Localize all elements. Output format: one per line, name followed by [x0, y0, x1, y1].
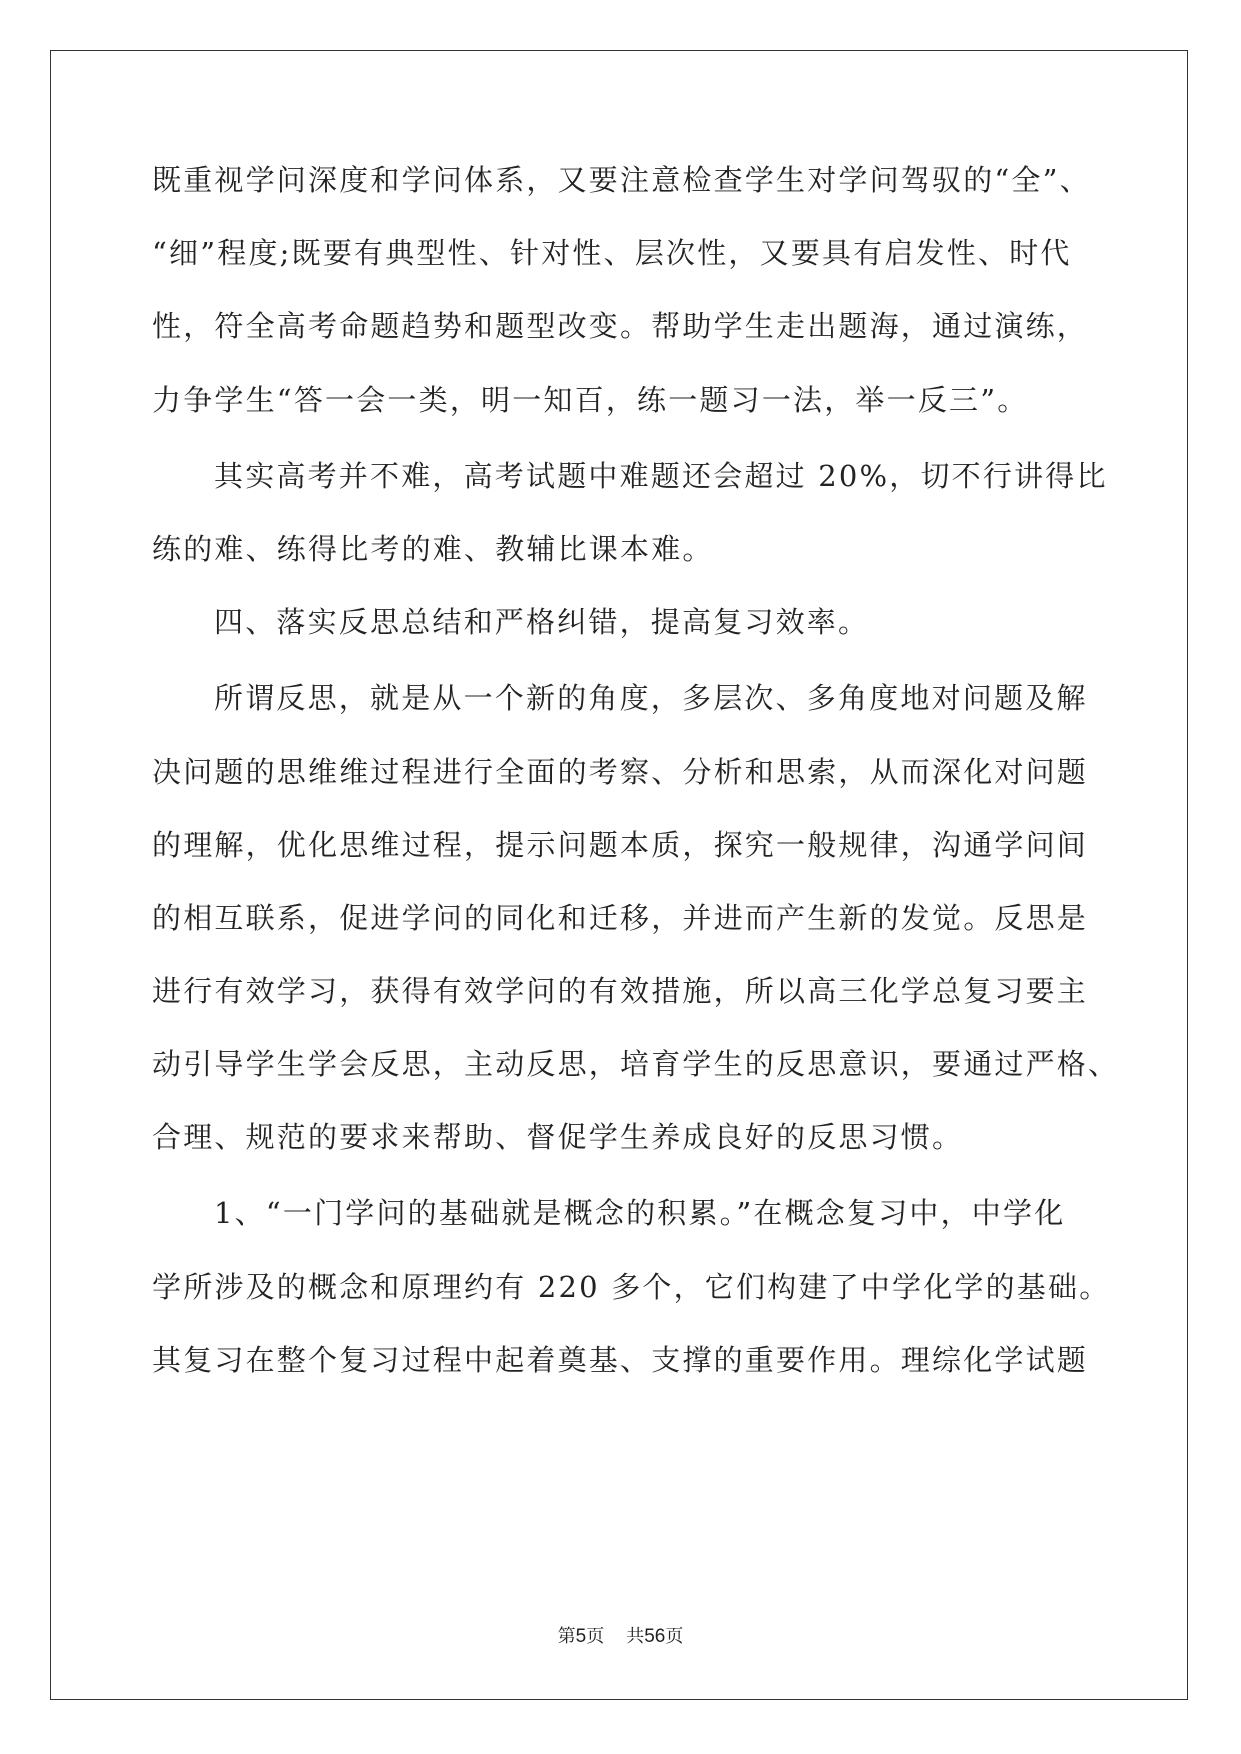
text-line: 其实高考并不难，高考试题中难题还会超过 20%，切不行讲得比	[214, 459, 1108, 493]
page-footer	[0, 1622, 1241, 1648]
page-border	[50, 50, 1188, 1700]
text-line: 所谓反思，就是从一个新的角度，多层次、多角度地对问题及解	[214, 681, 1088, 715]
text-line: “细”程度;既要有典型性、针对性、层次性，又要具有启发性、时代	[152, 236, 1072, 270]
text-line: 其复习在整个复习过程中起着奠基、支撑的重要作用。理综化学试题	[152, 1343, 1089, 1377]
page-prefix: 第	[557, 1626, 576, 1646]
text-line: 决问题的思维维过程进行全面的考察、分析和思索，从而深化对问题	[152, 755, 1089, 789]
text-line: 合理、规范的要求来帮助、督促学生养成良好的反思习惯。	[152, 1120, 964, 1154]
total-suffix: 页	[665, 1626, 684, 1646]
text-line: 性，符全高考命题趋势和题型改变。帮助学生走出题海，通过演练，	[152, 309, 1089, 343]
text-line: 1、“一门学问的基础就是概念的积累。”在概念复习中，中学化	[214, 1196, 1066, 1230]
section-heading: 四、落实反思总结和严格纠错，提高复习效率。	[214, 605, 870, 639]
page-number: 5	[575, 1626, 587, 1647]
page-suffix: 页	[586, 1626, 605, 1646]
total-pages: 56	[644, 1626, 666, 1647]
text-line: 练的难、练得比考的难、教辅比课本难。	[152, 532, 714, 566]
text-line: 既重视学问深度和学问体系，又要注意检查学生对学问驾驭的“全”、	[152, 163, 1091, 197]
text-line: 学所涉及的概念和原理约有 220 多个，它们构建了中学化学的基础。	[152, 1270, 1111, 1304]
text-line: 动引导学生学会反思，主动反思，培育学生的反思意识，要通过严格、	[152, 1047, 1120, 1081]
total-prefix: 共	[626, 1626, 645, 1646]
text-line: 力争学生“答一会一类，明一知百，练一题习一法，举一反三”。	[152, 383, 1029, 417]
text-line: 进行有效学习，获得有效学问的有效措施，所以高三化学总复习要主	[152, 974, 1089, 1008]
text-line: 的理解，优化思维过程，提示问题本质，探究一般规律，沟通学问间	[152, 828, 1089, 862]
text-line: 的相互联系，促进学问的同化和迁移，并进而产生新的发觉。反思是	[152, 901, 1089, 935]
